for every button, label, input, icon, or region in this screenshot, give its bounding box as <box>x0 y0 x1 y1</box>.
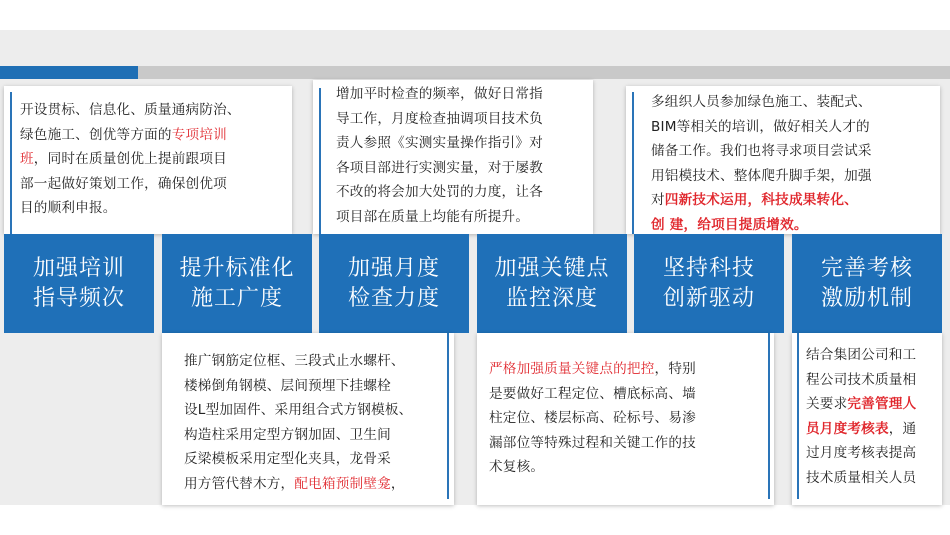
text-line: 导工作，月度检查抽调项目技术负 <box>336 110 543 127</box>
accent-bar-blue <box>0 66 138 79</box>
highlight-text: 专项培训 <box>171 126 227 143</box>
top-box-training-text <box>20 98 288 221</box>
bottom-margin <box>0 505 950 535</box>
text-line: 不改的将会加大处罚的力度，让各 <box>336 184 543 200</box>
text-line: 开设贯标、信息化、质量通病防治、 <box>20 102 241 118</box>
text-line: 多组织人员参加绿色施工、装配式、 <box>651 94 872 110</box>
bottom-box-standardization-text <box>184 349 446 496</box>
highlight-text: 严格加强质量关键点的把控 <box>489 361 655 377</box>
text-line: 绿色施工、创优等方面的专项培训 <box>20 126 227 143</box>
text-line: 项目部在质量上均能有所提升。 <box>336 208 530 225</box>
text-line: 创 建，给项目提质增效。 <box>651 216 808 233</box>
top-box-technology-text <box>651 90 935 237</box>
text-line: 员月度考核表，通 <box>806 420 917 437</box>
text-line: 严格加强质量关键点的把控，特别 <box>489 361 696 377</box>
top-box-inspection-text <box>336 82 592 229</box>
accent-bar-gray <box>138 66 950 79</box>
text-line: BIM等相关的培训，做好相关人才的 <box>651 118 870 135</box>
connector-line <box>319 88 321 234</box>
highlight-text: 班 <box>20 151 34 167</box>
text-line: 构造柱采用定型方钢加固、卫生间 <box>184 426 391 443</box>
highlight-text: 配电箱预制壁龛 <box>294 475 391 492</box>
text-line: 推广钢筋定位框、三段式止水螺杆、 <box>184 353 405 369</box>
top-margin <box>0 0 950 30</box>
text-line: 是要做好工程定位、槽底标高、墙 <box>489 385 696 402</box>
connector-line <box>768 333 770 499</box>
text-line: 对四新技术运用，科技成果转化、 <box>651 192 858 208</box>
highlight-text: 员月度考核表 <box>806 420 889 437</box>
tile-training: 加强培训 指导频次 <box>4 234 154 333</box>
text-line: 用方管代替木方，配电箱预制壁龛， <box>184 475 405 492</box>
text-line: 反梁模板采用定型化夹具，龙骨采 <box>184 451 391 467</box>
connector-line <box>10 92 12 234</box>
text-line: 各项目部进行实测实量，对于屡教 <box>336 159 543 176</box>
text-line: 责人参照《实测实量操作指引》对 <box>336 135 543 151</box>
text-line: 部一起做好策划工作，确保创优项 <box>20 175 227 192</box>
text-line: 术复核。 <box>489 459 545 475</box>
tile-key-point-monitoring: 加强关键点 监控深度 <box>477 234 627 333</box>
text-line: 目的顺利申报。 <box>20 200 117 216</box>
text-line: 结合集团公司和工 <box>806 347 917 363</box>
text-line: 漏部位等特殊过程和关键工作的技 <box>489 434 696 451</box>
text-line: 技术质量相关人员 <box>806 469 917 486</box>
highlight-text: 四新技术运用，科技成果转化、 <box>664 192 858 208</box>
text-line: 程公司技术质量相 <box>806 371 917 388</box>
text-line: 用铝模技术、整体爬升脚手架，加强 <box>651 167 872 184</box>
text-line: 楼梯倒角钢模、层间预埋下挂螺栓 <box>184 377 391 394</box>
connector-line <box>797 333 799 499</box>
highlight-text: 完善管理人 <box>847 396 917 412</box>
text-line: 设L型加固件、采用组合式方钢模板、 <box>184 402 413 418</box>
connector-line <box>632 92 634 234</box>
text-line: 班，同时在质量创优上提前跟项目 <box>20 151 227 167</box>
bottom-box-key-point-text <box>489 357 761 480</box>
text-line: 柱定位、楼层标高、砼标号、易渗 <box>489 410 696 426</box>
tile-assessment-incentive: 完善考核 激励机制 <box>792 234 942 333</box>
tile-technology-innovation: 坚持科技 创新驱动 <box>634 234 784 333</box>
connector-line <box>447 333 449 499</box>
text-line: 储备工作。我们也将寻求项目尝试采 <box>651 143 872 159</box>
bottom-box-assessment-text <box>806 343 940 490</box>
tile-monthly-inspection: 加强月度 检查力度 <box>319 234 469 333</box>
text-line: 过月度考核表提高 <box>806 445 917 461</box>
text-line: 关要求完善管理人 <box>806 396 917 412</box>
tile-standardization: 提升标准化 施工广度 <box>162 234 312 333</box>
text-line: 增加平时检查的频率，做好日常指 <box>336 86 543 102</box>
